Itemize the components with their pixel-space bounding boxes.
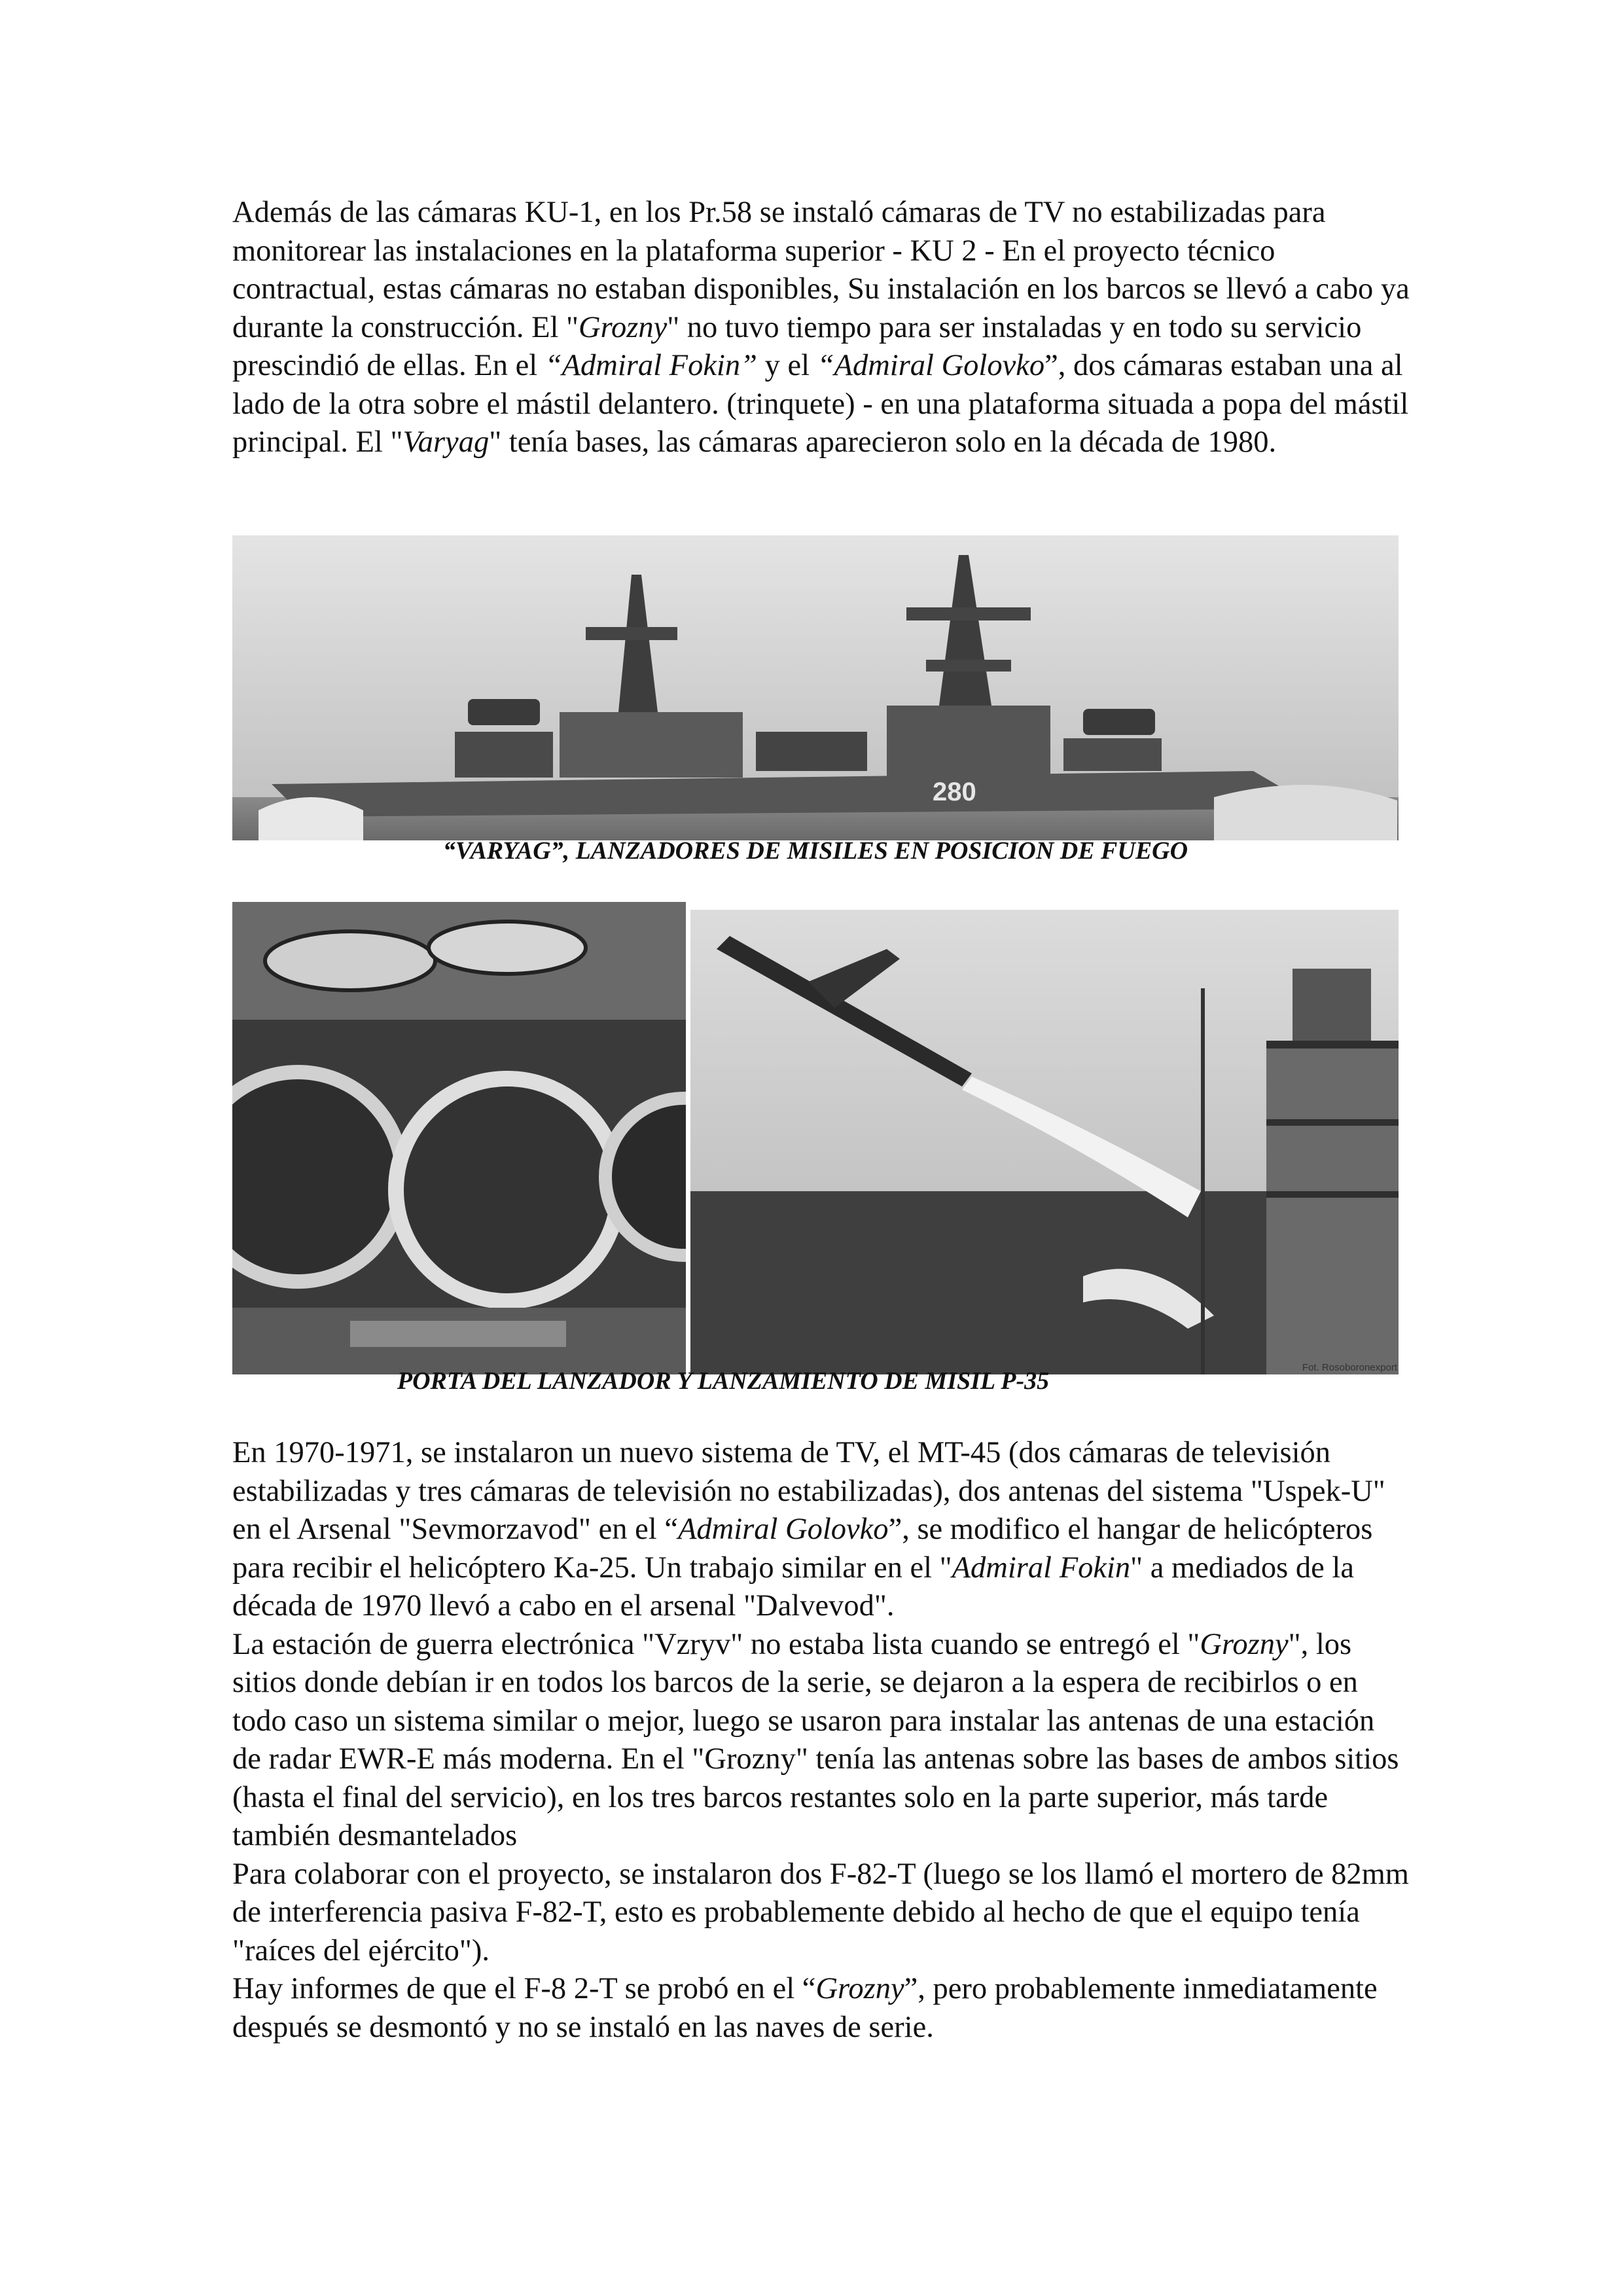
hull-number: 280 bbox=[933, 778, 976, 806]
ship-name-fokin: “Admiral Fokin” bbox=[544, 349, 757, 382]
paragraph-2: En 1970-1971, se instalaron un nuevo sistema de TV, el MT-45 (dos cámaras de televisión estabilizadas y tres cámaras de televisión no estabilizadas), dos antenas del sistema "Uspek-U" en el Arsenal "Sevmorzavod" en el “Admiral Golovko”, se modifico el hangar de helicópteros para recibir el helicóptero Ka-25. Un trabajo similar en el "Admiral Fokin" a mediados de la década de 1970 llevó a cabo en el arsenal "Dalvevod". bbox=[232, 1436, 1385, 1623]
ship-name-golovko: Admiral Golovko bbox=[677, 1513, 889, 1546]
intro-paragraph bbox=[232, 194, 1410, 462]
paragraph-1: Además de las cámaras KU-1, en los Pr.58 se instaló cámaras de TV no estabilizadas para monitorear las instalaciones en la plataforma superior - KU 2 - En el proyecto técnico contractual, estas cámaras no estaban disponibles, Su instalación en los barcos se llevó a cabo ya durante la construcción. El "Grozny" no tuvo tiempo para ser instaladas y en todo su servicio prescindió de ellas. En el “Admiral Fokin” y el “Admiral Golovko”, dos cámaras estaban una al lado de la otra sobre el mástil delantero. (trinquete) - en una plataforma situada a popa del mástil principal. El "Varyag" tenía bases, las cámaras aparecieron solo en la década de 1980. bbox=[232, 196, 1410, 459]
photo-launcher-doors bbox=[232, 902, 686, 1374]
caption-figure-2: PORTA DEL LANZADOR Y LANZAMIENTO DE MISIL P-35 bbox=[397, 1367, 1050, 1395]
ship-name-grozny: Grozny bbox=[815, 1972, 904, 2005]
ship-name-grozny: Grozny bbox=[1200, 1627, 1289, 1661]
paragraph-4: Para colaborar con el proyecto, se instalaron dos F-82-T (luego se los llamó el mortero de 82mm de interferencia pasiva F-82-T, esto es probablemente debido al hecho de que el equipo tenía "raíces del ejército"). bbox=[232, 1857, 1409, 1967]
body-paragraphs bbox=[232, 1434, 1410, 2047]
caption-figure-1: “VARYAG”, LANZADORES DE MISILES EN POSICION DE FUEGO bbox=[442, 837, 1188, 865]
photo-missile-launch bbox=[690, 910, 1399, 1374]
photo-varyag-cruiser bbox=[232, 535, 1399, 840]
ship-name-grozny: Grozny bbox=[579, 310, 668, 344]
ship-name-fokin: Admiral Fokin bbox=[952, 1551, 1131, 1585]
ship-name-varyag: Varyag bbox=[402, 425, 490, 459]
paragraph-3: La estación de guerra electrónica "Vzryv" no estaba lista cuando se entregó el "Grozny", los sitios donde debían ir en todos los barcos de la serie, se dejaron a la espera de recibirlos o en todo caso un sistema similar o mejor, luego se usaron para instalar las antenas de una estación de radar EWR-E más moderna. En el "Grozny" tenía las antenas sobre las bases de ambos sitios (hasta el final del servicio), en los tres barcos restantes solo en la parte superior, más tarde también desmantelados bbox=[232, 1627, 1399, 1852]
paragraph-5: Hay informes de que el F-8 2-T se probó en el “Grozny”, pero probablemente inmediatamente después se desmontó y no se instaló en las naves de serie. bbox=[232, 1972, 1378, 2044]
ship-name-golovko: “Admiral Golovko bbox=[817, 349, 1045, 382]
photo-credit: Fot. Rosoboronexport bbox=[1302, 1362, 1397, 1373]
